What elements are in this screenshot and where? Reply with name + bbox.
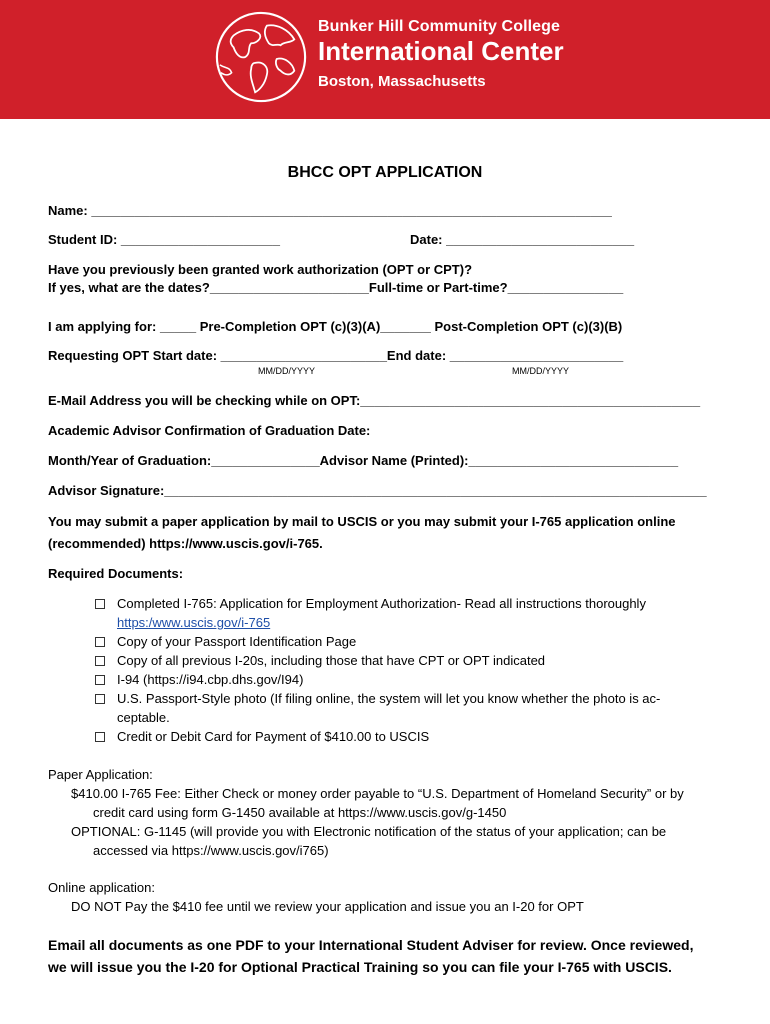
- paper-optional-line1: OPTIONAL: G-1145 (will provide you with Electronic notification of the status of your application; can be: [71, 824, 667, 839]
- globe-logo-icon: [212, 8, 310, 106]
- email-field[interactable]: E-Mail Address you will be checking while on OPT:_______________________________________________: [48, 393, 701, 408]
- list-item: I-94 (https://i94.cbp.dhs.gov/I94): [95, 672, 303, 687]
- list-item: U.S. Passport-Style photo (If filing online, the system will let you know whether the photo is ac-: [95, 691, 660, 706]
- header-banner: [0, 0, 770, 119]
- submit-info-line2: (recommended) https://www.uscis.gov/i-765.: [48, 536, 323, 551]
- checkbox-icon[interactable]: [95, 675, 105, 685]
- paper-fee-line1: $410.00 I-765 Fee: Either Check or money order payable to “U.S. Department of Homeland Security” or by: [71, 786, 684, 801]
- applying-for-field[interactable]: I am applying for: _____ Pre-Completion OPT (c)(3)(A)_______ Post-Completion OPT (c)(3)(B): [48, 319, 623, 334]
- checkbox-icon[interactable]: [95, 732, 105, 742]
- footer-instruction-line2: we will issue you the I-20 for Optional Practical Training so you can file your I-765 with USCIS.: [48, 959, 672, 975]
- checkbox-icon[interactable]: [95, 694, 105, 704]
- footer-instruction-line1: Email all documents as one PDF to your International Student Adviser for review. Once reviewed,: [48, 937, 694, 953]
- checkbox-icon[interactable]: [95, 656, 105, 666]
- end-date-hint: MM/DD/YYYY: [512, 366, 570, 376]
- student-id-field[interactable]: Student ID: ______________________: [48, 232, 280, 247]
- page-title: BHCC OPT APPLICATION: [287, 164, 483, 181]
- online-application-line: DO NOT Pay the $410 fee until we review your application and issue you an I-20 for OPT: [71, 899, 584, 914]
- prev-auth-question: Have you previously been granted work authorization (OPT or CPT)?: [48, 262, 473, 277]
- opt-dates-field[interactable]: Requesting OPT Start date: _______________________End date: ________________________: [48, 348, 624, 363]
- list-item: Copy of all previous I-20s, including those that have CPT or OPT indicated: [95, 653, 545, 668]
- list-item-continuation: ceptable.: [117, 710, 170, 725]
- paper-application-heading: Paper Application:: [48, 767, 153, 782]
- location: Boston, Massachusetts: [318, 73, 486, 90]
- graduation-advisor-field[interactable]: Month/Year of Graduation:_______________Advisor Name (Printed):_____________________________: [48, 453, 679, 468]
- paper-fee-line2: credit card using form G-1450 available at https://www.uscis.gov/g-1450: [93, 805, 507, 820]
- online-application-heading: Online application:: [48, 880, 155, 895]
- date-field[interactable]: Date: __________________________: [410, 232, 635, 247]
- advisor-signature-field[interactable]: Advisor Signature:___________________________________________________________________________: [48, 483, 707, 498]
- submit-info-line1: You may submit a paper application by mail to USCIS or you may submit your I-765 application online: [48, 514, 676, 529]
- required-docs-heading: Required Documents:: [48, 566, 184, 581]
- checkbox-icon[interactable]: [95, 599, 105, 609]
- list-item: Completed I-765: Application for Employment Authorization- Read all instructions thoroughly: [95, 596, 646, 611]
- college-name: Bunker Hill Community College: [318, 18, 561, 35]
- center-name: International Center: [318, 36, 564, 66]
- checkbox-icon[interactable]: [95, 637, 105, 647]
- prev-auth-dates-field[interactable]: If yes, what are the dates?______________________Full-time or Part-time?________________: [48, 280, 624, 295]
- start-date-hint: MM/DD/YYYY: [258, 366, 316, 376]
- name-field[interactable]: Name: ________________________________________________________________________: [48, 203, 612, 218]
- list-item: Credit or Debit Card for Payment of $410.00 to USCIS: [95, 729, 429, 744]
- advisor-confirmation-heading: Academic Advisor Confirmation of Graduation Date:: [48, 423, 371, 438]
- i765-link[interactable]: https:/www.uscis.gov/i-765: [117, 615, 271, 630]
- paper-optional-line2: accessed via https://www.uscis.gov/i765): [93, 843, 329, 858]
- list-item: Copy of your Passport Identification Page: [95, 634, 356, 649]
